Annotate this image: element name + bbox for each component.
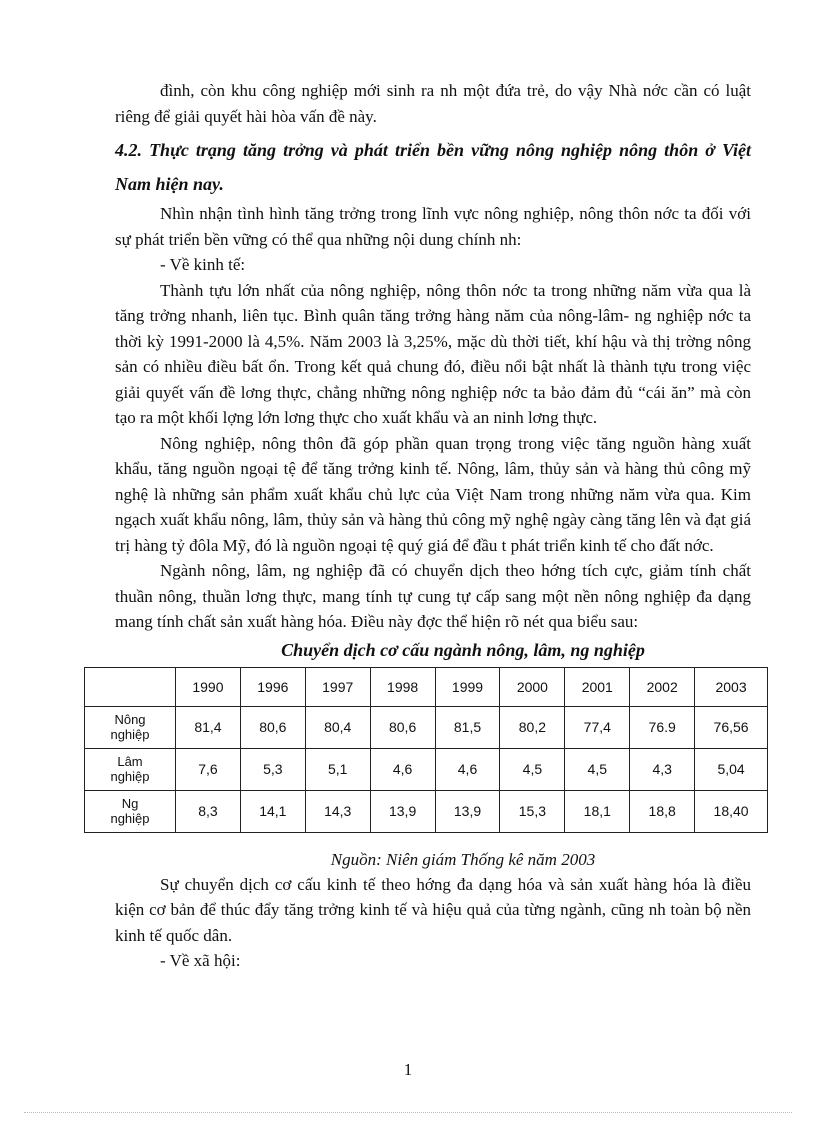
table-cell: 81,4	[176, 706, 241, 748]
paragraph-exports: Nông nghiệp, nông thôn đã góp phần quan trọng trong việc tăng nguồn hàng xuất khẩu, tăng nguồn ngoại tệ để tăng trởng kinh tế. Nông, lâm, thủy sản và hàng thủ công mỹ nghệ là những sản phẩm xuất khẩu chủ lực của Việt Nam trong những năm vừa qua. Kim ngạch xuất khẩu nông, lâm, thủy sản và hàng thủ công mỹ nghệ ngày càng tăng lên và đạt giá trị hàng tỷ đôla Mỹ, đó là nguồn ngoại tệ quý giá để đầu t phát triển kinh tế cho đất nớc.	[115, 433, 751, 555]
table-cell: 8,3	[176, 790, 241, 832]
paragraph-achievements: Thành tựu lớn nhất của nông nghiệp, nông thôn nớc ta trong những năm vừa qua là tăng trởng nhanh, liên tục. Bình quân tăng trởng hàng năm của nông-lâm- ng nghiệp nớc ta thời kỳ 1991-2000 là 4,5%. Năm 2003 là 3,25%, mặc dù thời tiết, khí hậu và thị trờng nông sản có nhiều điều bất ổn. Trong kết quả chung đó, điều nổi bật nhất là thành tựu trong việc giải quyết vấn đề lơng thực, chẳng những nông nghiệp nớc ta bảo đảm đủ “cái ăn” mà còn tạo ra một khối lợng lớn lơng thực cho xuất khẩu và an ninh lơng thực.	[115, 280, 751, 427]
year-header: 1998	[370, 667, 435, 706]
table-cell: 81,5	[435, 706, 500, 748]
paragraph-conclusion: Sự chuyển dịch cơ cấu kinh tế theo hớng đa dạng hóa và sản xuất hàng hóa là điều kiện cơ bản để thúc đẩy tăng trởng kinh tế và hiệu quả của từng ngành, cũng nh toàn bộ nền kinh tế quốc dân.	[115, 874, 751, 945]
year-header: 2003	[695, 667, 768, 706]
table-header-row	[85, 667, 768, 706]
table-cell: 80,4	[305, 706, 370, 748]
section-heading: 4.2. Thực trạng tăng trởng và phát triển bền vững nông nghiệp nông thôn ở Việt Nam hiện nay.	[115, 140, 751, 194]
paragraph-continuation: đình, còn khu công nghiệp mới sinh ra nh một đứa trẻ, do vậy Nhà nớc cần có luật riêng để giải quyết hài hòa vấn đề này.	[115, 81, 751, 126]
table-cell: 76.9	[630, 706, 695, 748]
table-cell: 4,5	[565, 748, 630, 790]
paragraph-economic-label: - Về kinh tế:	[160, 255, 246, 274]
page-number: 1	[403, 1060, 413, 1079]
table-cell: 77,4	[565, 706, 630, 748]
table-row-forestry	[85, 748, 768, 790]
year-header: 1997	[305, 667, 370, 706]
table-cell: 4,3	[630, 748, 695, 790]
year-header: 2001	[565, 667, 630, 706]
document-page	[110, 78, 751, 974]
row-label: Nông nghiệp	[85, 706, 176, 748]
table-cell: 80,6	[370, 706, 435, 748]
table-cell: 4,6	[370, 748, 435, 790]
year-header: 1996	[240, 667, 305, 706]
paragraph-social-label: - Về xã hội:	[160, 951, 241, 970]
table-cell: 80,2	[500, 706, 565, 748]
table-row-agriculture	[85, 706, 768, 748]
table-row-fishery	[85, 790, 768, 832]
table-cell: 7,6	[176, 748, 241, 790]
table-cell: 76,56	[695, 706, 768, 748]
year-header: 2002	[630, 667, 695, 706]
paragraph-structure: Ngành nông, lâm, ng nghiệp đã có chuyển dịch theo hớng tích cực, giảm tính chất thuần nông, thuần lơng thực, mang tính tự cung tự cấp sang một nền nông nghiệp đa dạng mang tính chất sản xuất hàng hóa. Điều này đợc thể hiện rõ nét qua biểu sau:	[115, 561, 751, 631]
table-cell: 4,5	[500, 748, 565, 790]
page-bottom-rule	[24, 1112, 792, 1113]
year-header: 2000	[500, 667, 565, 706]
table-cell: 14,1	[240, 790, 305, 832]
paragraph-intro: Nhìn nhận tình hình tăng trởng trong lĩnh vực nông nghiệp, nông thôn nớc ta đối với sự phát triển bền vững có thể qua những nội dung chính nh:	[115, 204, 751, 249]
table-cell: 14,3	[305, 790, 370, 832]
table-cell: 5,3	[240, 748, 305, 790]
table-corner-cell	[85, 667, 176, 706]
table-caption: Chuyển dịch cơ cấu ngành nông, lâm, ng nghiệp	[281, 639, 645, 660]
row-label: Lâm nghiệp	[85, 748, 176, 790]
table-cell: 13,9	[370, 790, 435, 832]
structure-table	[84, 667, 768, 833]
table-cell: 15,3	[500, 790, 565, 832]
year-header: 1990	[176, 667, 241, 706]
table-source: Nguồn: Niên giám Thống kê năm 2003	[330, 849, 596, 869]
table-cell: 18,1	[565, 790, 630, 832]
year-header: 1999	[435, 667, 500, 706]
table-cell: 18,8	[630, 790, 695, 832]
row-label: Ng nghiệp	[85, 790, 176, 832]
table-cell: 13,9	[435, 790, 500, 832]
table-cell: 5,1	[305, 748, 370, 790]
table-cell: 80,6	[240, 706, 305, 748]
table-cell: 5,04	[695, 748, 768, 790]
table-cell: 4,6	[435, 748, 500, 790]
table-cell: 18,40	[695, 790, 768, 832]
